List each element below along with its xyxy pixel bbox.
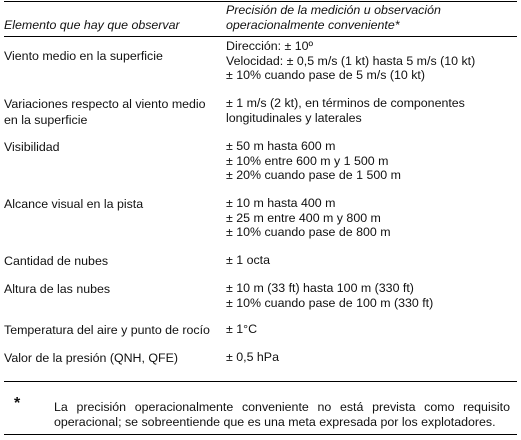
row-accuracy-cell bbox=[226, 139, 517, 183]
row-element-cell bbox=[4, 48, 218, 64]
footnote-bottom-rule bbox=[4, 434, 517, 435]
row-element-text: Temperatura del aire y punto de rocío bbox=[4, 323, 210, 337]
row-accuracy-cell bbox=[226, 196, 517, 240]
column-header-element: Elemento que hay que observar bbox=[4, 18, 180, 32]
row-accuracy-text: ± 20% cuando pase de 1 500 m bbox=[226, 168, 401, 183]
row-accuracy-text: ± 10% cuando pase de 5 m/s (10 kt) bbox=[226, 68, 425, 83]
row-element-text: Visibilidad bbox=[4, 140, 60, 154]
row-accuracy-cell bbox=[226, 96, 517, 125]
row-accuracy-text: ± 1°C bbox=[226, 322, 258, 336]
row-element-text: Viento medio en la superficie bbox=[4, 49, 163, 63]
row-accuracy-text: ± 10% cuando pase de 100 m (330 ft) bbox=[226, 295, 434, 310]
table-bottom-rule bbox=[4, 381, 517, 382]
row-element-cell bbox=[4, 350, 218, 366]
row-element-cell bbox=[4, 281, 218, 297]
row-accuracy-cell bbox=[226, 281, 517, 310]
column-header-accuracy bbox=[226, 3, 516, 33]
row-accuracy-text: ± 10% cuando pase de 800 m bbox=[226, 225, 391, 240]
row-accuracy-text: Velocidad: ± 0,5 m/s (1 kt) hasta 5 m/s (10 kt) bbox=[226, 53, 476, 68]
row-accuracy-text: ± 10 m (33 ft) hasta 100 m (330 ft) bbox=[226, 281, 414, 295]
footnote-line: La precisión operacionalmente conveniente no está prevista como requisito bbox=[54, 400, 510, 414]
row-element-cell bbox=[4, 96, 218, 128]
column-header-accuracy-line-2: operacionalmente conveniente* bbox=[226, 18, 400, 32]
row-element-cell bbox=[4, 139, 218, 155]
row-element-cell bbox=[4, 322, 218, 338]
row-element-text: Altura de las nubes bbox=[4, 282, 111, 296]
table-top-rule bbox=[4, 1, 517, 2]
row-element-text: Valor de la presión (QNH, QFE) bbox=[4, 351, 178, 365]
row-accuracy-text: ± 0,5 hPa bbox=[226, 350, 279, 364]
footnote-line: operacional; se sobreentiende que es una meta expresada por los explotadores. bbox=[54, 415, 496, 429]
row-element-text: Alcance visual en la pista bbox=[4, 197, 144, 211]
accuracy-table-page bbox=[4, 0, 517, 440]
row-element-cell bbox=[4, 253, 218, 269]
row-accuracy-text: ± 1 m/s (2 kt), en términos de componentes bbox=[226, 96, 465, 110]
row-accuracy-text: ± 50 m hasta 600 m bbox=[226, 139, 336, 153]
row-accuracy-cell bbox=[226, 39, 517, 83]
row-accuracy-text: ± 1 octa bbox=[226, 253, 270, 267]
row-element-cell bbox=[4, 196, 218, 212]
row-accuracy-text: longitudinales y laterales bbox=[226, 110, 362, 125]
row-accuracy-text: ± 25 m entre 400 m y 800 m bbox=[226, 210, 381, 225]
row-accuracy-cell bbox=[226, 350, 517, 365]
footnote-text bbox=[54, 400, 510, 430]
row-accuracy-cell bbox=[226, 253, 517, 268]
header-bottom-rule bbox=[4, 36, 517, 37]
row-accuracy-text: ± 10% entre 600 m y 1 500 m bbox=[226, 153, 389, 168]
row-accuracy-cell bbox=[226, 322, 517, 337]
row-element-text: Variaciones respecto al viento medio bbox=[4, 97, 206, 111]
row-accuracy-text: Dirección: ± 10º bbox=[226, 39, 314, 53]
footnote-marker: * bbox=[14, 395, 21, 412]
row-element-text: en la superficie bbox=[4, 113, 88, 127]
row-accuracy-text: ± 10 m hasta 400 m bbox=[226, 196, 336, 210]
row-element-text: Cantidad de nubes bbox=[4, 254, 109, 268]
column-header-accuracy-line-1: Precisión de la medición u observación bbox=[226, 3, 441, 17]
